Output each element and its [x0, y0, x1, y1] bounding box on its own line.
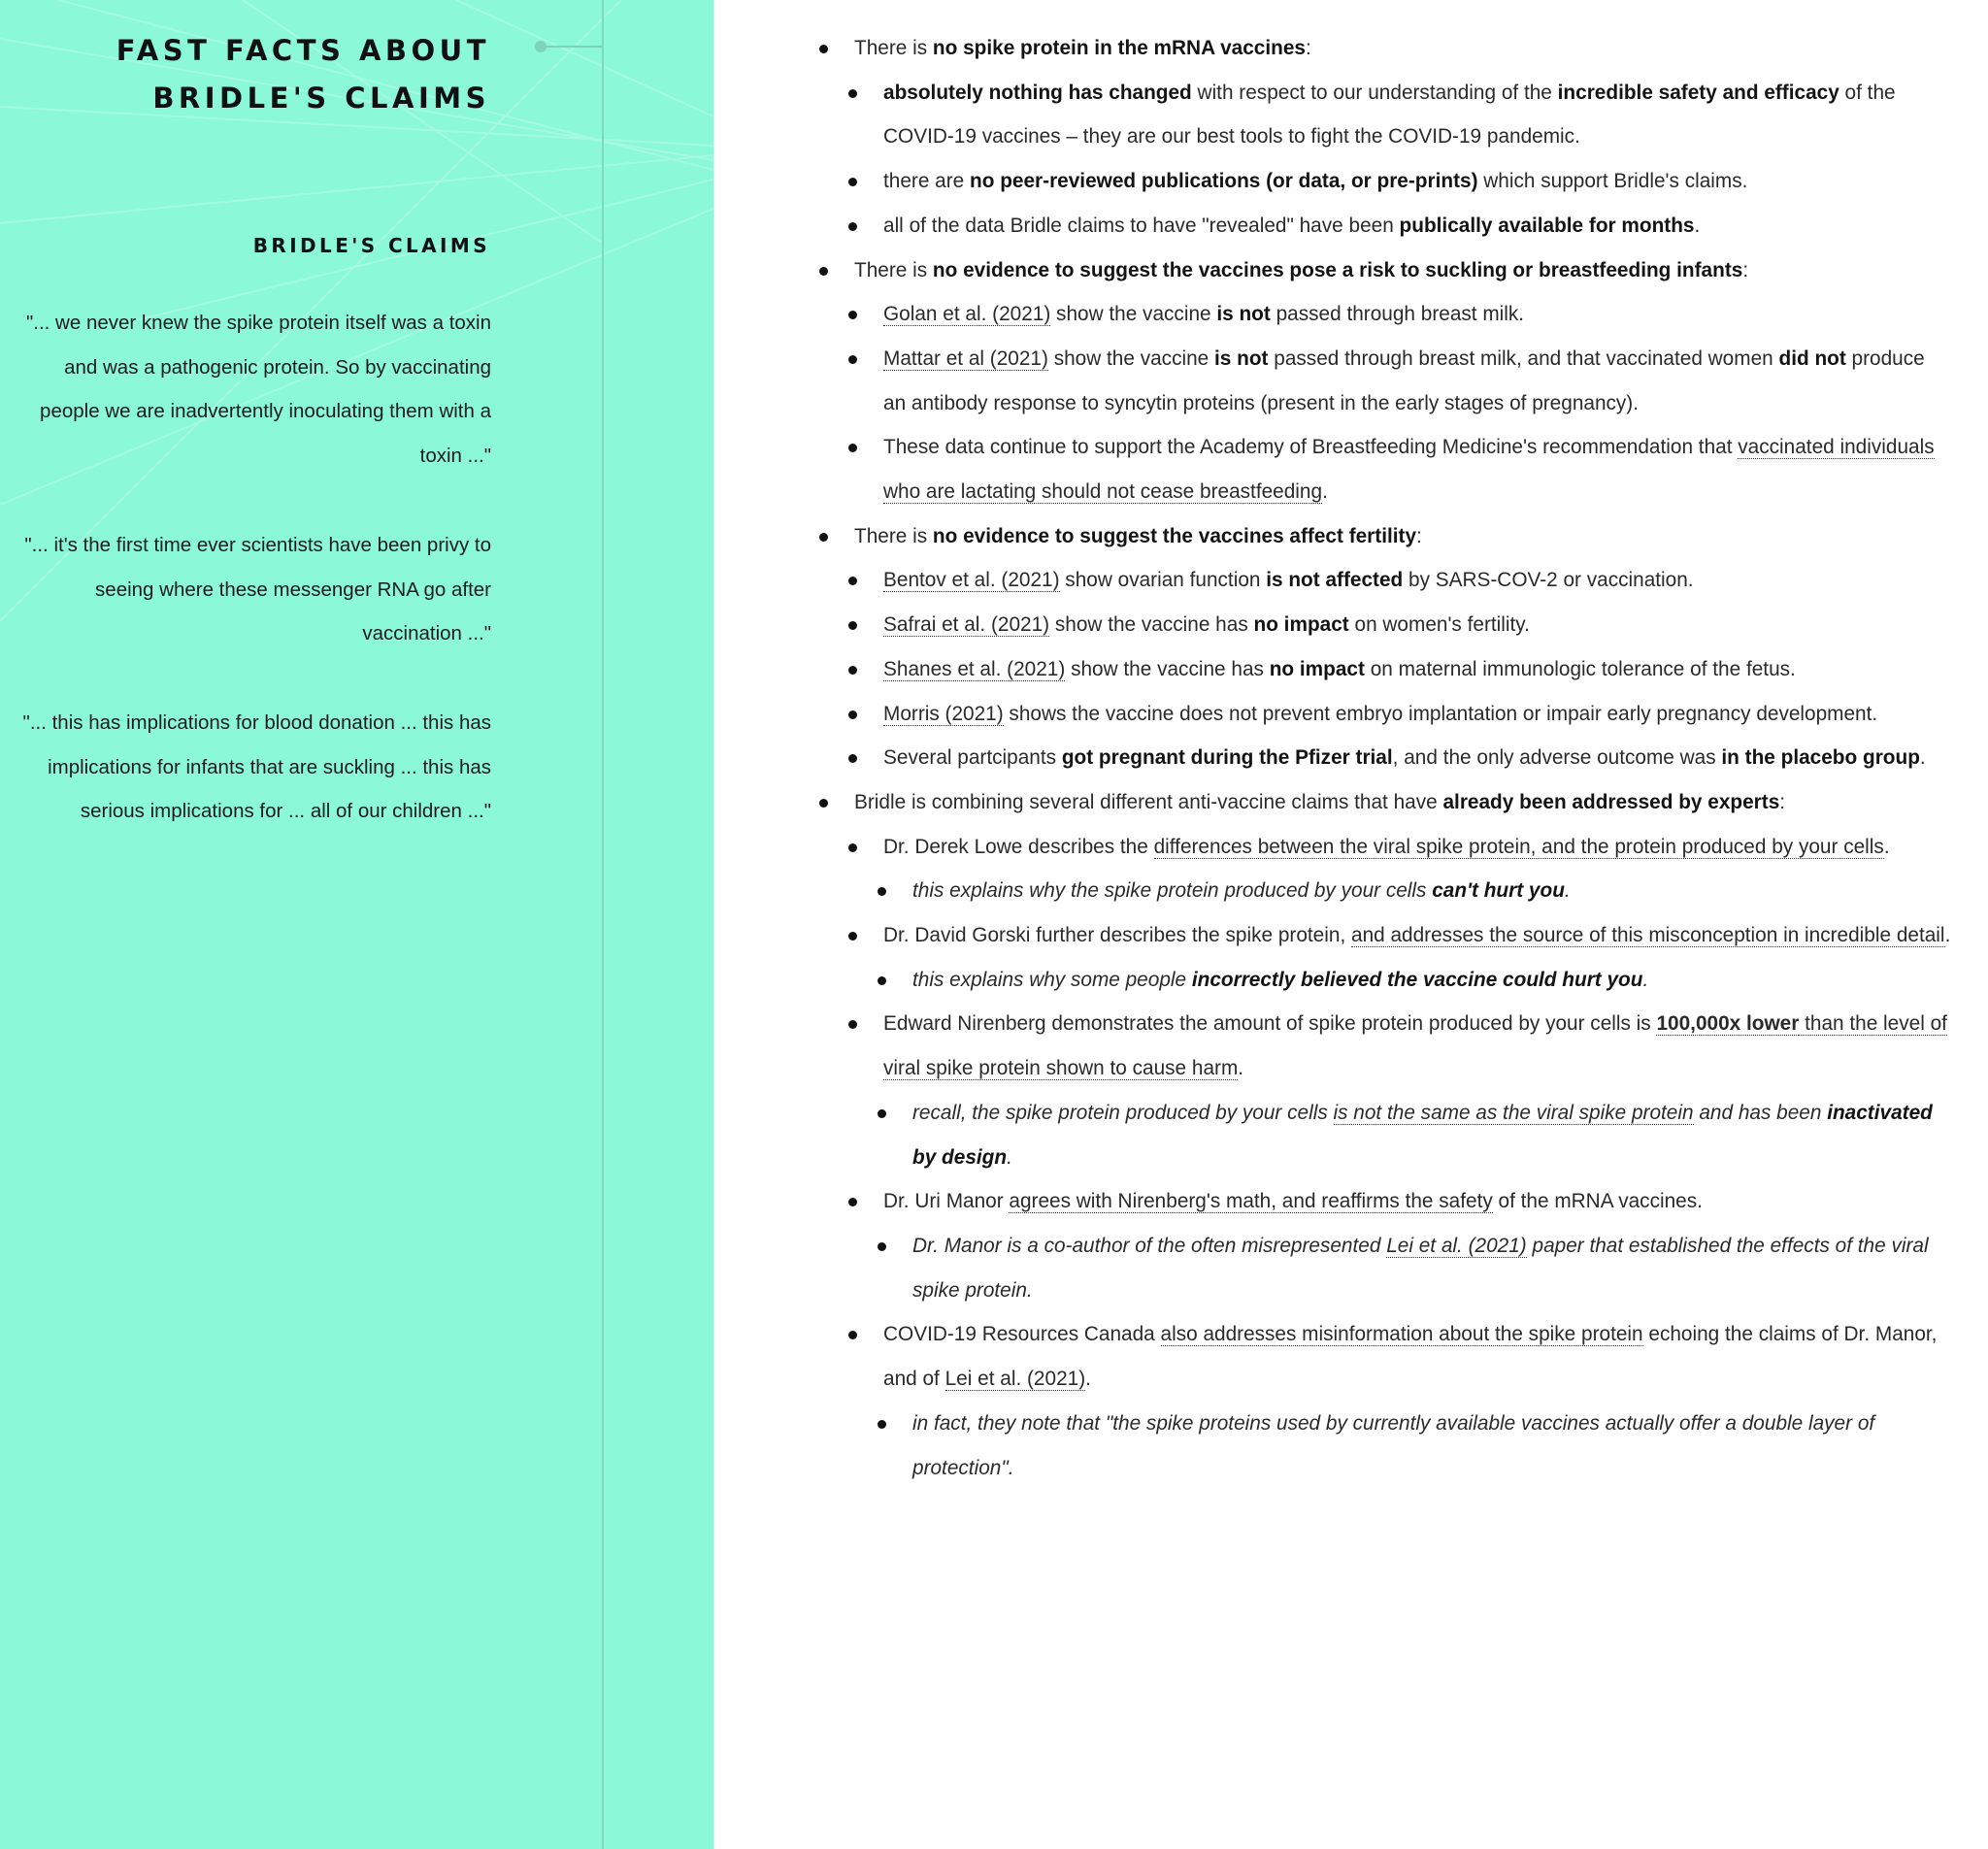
fact-text	[883, 1323, 1937, 1391]
plain-text: :	[1779, 790, 1786, 813]
reference-link[interactable]: differences between the viral spike protein, and the protein produced by your cells	[1153, 835, 1884, 858]
fact-text	[883, 303, 1524, 326]
plain-text: all of the data Bridle claims to have "revealed" have been	[883, 214, 1400, 237]
bullet-icon	[848, 178, 857, 186]
sidebar	[0, 0, 713, 1849]
bullet-icon	[819, 533, 828, 542]
bullet-icon	[848, 311, 857, 319]
plain-text: recall, the spike protein produced by your cells	[912, 1101, 1334, 1124]
fact-text	[883, 215, 1700, 237]
emphasis-text: publically available for months	[1399, 214, 1695, 237]
plain-text: .	[1883, 835, 1890, 858]
fact-text	[854, 791, 1785, 813]
bullet-icon	[848, 222, 857, 231]
emphasis-text: absolutely nothing has changed	[883, 81, 1192, 104]
reference-link[interactable]: Safrai et al. (2021)	[883, 613, 1050, 637]
fact-sub-item	[813, 869, 1951, 913]
page-title-line-2: BRIDLE'S CLAIMS	[152, 82, 490, 115]
fact-text	[883, 170, 1747, 192]
reference-link[interactable]: than the level of viral spike protein shown to cause harm	[883, 1012, 1947, 1080]
reference-link[interactable]: Golan et al. (2021)	[883, 303, 1051, 326]
reference-link[interactable]: Shanes et al. (2021)	[883, 657, 1066, 680]
bullet-icon	[819, 45, 828, 53]
emphasis-text: got pregnant during the Pfizer trial	[1061, 746, 1393, 770]
bullet-icon	[819, 267, 828, 276]
emphasis-text: is not affected	[1266, 569, 1404, 592]
plain-text: paper that established the effects of the viral spike protein.	[912, 1234, 1929, 1302]
bullet-icon	[819, 799, 828, 808]
reference-link[interactable]: Lei et al. (2021)	[944, 1368, 1086, 1391]
plain-text: Edward Nirenberg demonstrates the amount of spike protein produced by your cells is	[883, 1012, 1657, 1036]
plain-text: COVID-19 Resources Canada	[883, 1323, 1161, 1346]
bullet-icon	[848, 1331, 857, 1339]
plain-text: There is	[854, 524, 933, 547]
fact-text	[883, 1012, 1947, 1080]
reference-link[interactable]: Morris (2021)	[883, 702, 1004, 725]
fact-list-item	[813, 1312, 1951, 1401]
plain-text: passed through breast milk.	[1270, 303, 1525, 326]
plain-text: this explains why some people	[912, 968, 1192, 991]
plain-text: there are	[883, 170, 971, 193]
fact-text	[912, 1412, 1874, 1479]
emphasis-text: in the placebo group	[1721, 746, 1920, 770]
fact-list-item	[813, 825, 1951, 870]
plain-text: There is	[854, 258, 933, 281]
emphasis-text: no evidence to suggest the vaccines pose a risk to suckling or breastfeeding infants	[932, 258, 1743, 281]
fact-text	[883, 569, 1694, 592]
plain-text: :	[1305, 37, 1311, 59]
plain-text: .	[1919, 746, 1926, 770]
plain-text: by SARS-COV-2 or vaccination.	[1403, 569, 1694, 592]
bullet-icon	[878, 1242, 886, 1251]
fact-list-item	[813, 204, 1951, 248]
fact-text	[883, 746, 1926, 769]
bullet-icon	[848, 710, 857, 719]
plain-text: shows the vaccine does not prevent embryo implantation or impair early pregnancy development.	[1003, 702, 1878, 725]
section-subtitle: BRIDLE'S CLAIMS	[252, 234, 490, 257]
plain-text: .	[1694, 214, 1701, 237]
fact-text	[883, 658, 1796, 681]
plain-text: in fact, they note that "the spike proteins used by currently available vaccines actually offer a double layer of protection".	[912, 1411, 1875, 1479]
bullet-icon	[848, 1020, 857, 1029]
emphasis-text: inactivated by design	[912, 1101, 1933, 1169]
plain-text: .	[1944, 924, 1951, 947]
fact-text	[883, 924, 1950, 947]
fact-list-item	[813, 692, 1951, 737]
plain-text: Dr. David Gorski further describes the spike protein,	[883, 924, 1351, 947]
plain-text: , and the only adverse outcome was	[1392, 746, 1722, 770]
emphasis-text: incredible safety and efficacy	[1557, 81, 1839, 104]
fact-text	[854, 525, 1422, 547]
reference-link[interactable]: vaccinated individuals who are lactating should not cease breastfeeding	[883, 436, 1935, 504]
fact-sub-item	[813, 1091, 1951, 1179]
fact-heading-item	[813, 514, 1951, 559]
emphasis-text: can't hurt you	[1432, 879, 1565, 903]
emphasis-text: already been addressed by experts	[1442, 790, 1780, 813]
plain-text: show ovarian function	[1059, 569, 1267, 592]
fact-text	[883, 347, 1925, 414]
claim-quote: "... we never knew the spike protein itself was a toxin and was a pathogenic protein. So by vaccinating people we are inadvertently inoculating them with a toxin ..."	[25, 312, 491, 468]
plain-text: :	[1742, 258, 1749, 281]
reference-link[interactable]: Bentov et al. (2021)	[883, 569, 1060, 592]
sidebar-divider	[602, 0, 604, 1849]
plain-text: :	[1416, 524, 1422, 547]
fact-list-item	[813, 71, 1951, 159]
plain-text: of the COVID-19 vaccines – they are our best tools to fight the COVID-19 pandemic.	[883, 81, 1896, 149]
plain-text: which support Bridle's claims.	[1477, 170, 1748, 193]
fact-text	[883, 82, 1896, 149]
bullet-icon	[848, 577, 857, 585]
emphasis-text: no impact	[1269, 657, 1365, 680]
reference-link[interactable]: also addresses misinformation about the spike protein	[1160, 1323, 1643, 1346]
plain-text: There is	[854, 37, 933, 59]
main-content	[813, 26, 1951, 1490]
plain-text: on women's fertility.	[1348, 613, 1530, 637]
fact-section	[813, 26, 1951, 248]
fact-list-item	[813, 913, 1951, 958]
plain-text: .	[1564, 879, 1571, 903]
plain-text: Bridle is combining several different anti-vaccine claims that have	[854, 790, 1443, 813]
bullet-icon	[878, 1109, 886, 1118]
fact-section	[813, 248, 1951, 514]
plain-text: .	[1642, 968, 1649, 991]
plain-text: Several partcipants	[883, 746, 1062, 770]
fact-list-item	[813, 292, 1951, 337]
reference-link[interactable]: Lei et al. (2021)	[1386, 1234, 1527, 1257]
claim-quote: "... it's the first time ever scientists have been privy to seeing where these messenger RNA go after vaccination ..."	[24, 533, 491, 645]
plain-text: this explains why the spike protein produced by your cells	[912, 879, 1433, 903]
plain-text: with respect to our understanding of the	[1191, 81, 1558, 104]
plain-text: produce an antibody response to syncytin proteins (present in the early stages of pregnancy).	[883, 347, 1925, 414]
fact-list-item	[813, 603, 1951, 647]
quotes-list	[6, 301, 491, 878]
emphasis-text: is not	[1216, 303, 1271, 326]
reference-link[interactable]: Mattar et al (2021)	[883, 347, 1048, 370]
fact-heading-item	[813, 248, 1951, 293]
plain-text: .	[1238, 1057, 1244, 1080]
bullet-icon	[848, 754, 857, 763]
plain-text: These data continue to support the Academy of Breastfeeding Medicine's recommendation that	[883, 436, 1739, 459]
bullet-icon	[848, 666, 857, 675]
bullet-icon	[848, 89, 857, 98]
fact-section	[813, 780, 1951, 1490]
reference-link[interactable]: agrees with Nirenberg's math, and reaffirms the safety	[1009, 1190, 1493, 1213]
heading-dot	[535, 41, 547, 52]
fact-list-item	[813, 337, 1951, 425]
emphasis-text: no evidence to suggest the vaccines affect fertility	[932, 524, 1417, 547]
fact-sub-item	[813, 1224, 1951, 1312]
claim-quote: "... this has implications for blood donation ... this has implications for infants that are suckling ... this has serious implications for ... all of our children ..."	[22, 710, 491, 823]
fact-text	[883, 703, 1877, 726]
fact-text	[854, 37, 1311, 59]
emphasis-text: no impact	[1253, 613, 1349, 637]
fact-list-item	[813, 1179, 1951, 1224]
fact-heading-item	[813, 26, 1951, 71]
fact-sub-item	[813, 958, 1951, 1003]
plain-text: .	[1322, 480, 1328, 504]
page-title-line-1: FAST FACTS ABOUT	[116, 34, 490, 67]
page-title	[83, 27, 490, 122]
bullet-icon	[848, 621, 857, 630]
fact-text	[883, 436, 1935, 504]
fact-section	[813, 514, 1951, 780]
heading-connector	[547, 46, 603, 48]
reference-link[interactable]: 100,000x lower	[1656, 1012, 1800, 1036]
plain-text: Dr. Derek Lowe describes the	[883, 835, 1154, 858]
emphasis-text: did not	[1778, 347, 1846, 370]
bullet-icon	[878, 976, 886, 985]
bullet-icon	[848, 932, 857, 941]
fact-text	[912, 879, 1571, 902]
reference-link[interactable]: is not the same as the viral spike protein	[1333, 1101, 1694, 1124]
fact-list-item	[813, 736, 1951, 780]
fact-list-item	[813, 647, 1951, 692]
plain-text: and has been	[1693, 1101, 1828, 1124]
fact-text	[883, 836, 1890, 859]
plain-text: Dr. Uri Manor	[883, 1190, 1010, 1213]
fact-text	[912, 1102, 1933, 1169]
decorative-network-lines	[0, 0, 713, 1849]
bullet-icon	[878, 1420, 886, 1429]
fact-list-item	[813, 1002, 1951, 1090]
plain-text: show the vaccine	[1050, 303, 1217, 326]
fact-text	[883, 1190, 1703, 1213]
fact-text	[883, 613, 1530, 637]
fact-text	[912, 969, 1648, 991]
fact-list-item	[813, 159, 1951, 204]
plain-text: show the vaccine has	[1049, 613, 1254, 637]
emphasis-text: no spike protein in the mRNA vaccines	[932, 37, 1306, 59]
plain-text: of the mRNA vaccines.	[1492, 1190, 1703, 1213]
plain-text: show the vaccine has	[1065, 657, 1270, 680]
bullet-icon	[878, 887, 886, 896]
fact-sub-item	[813, 1402, 1951, 1490]
plain-text: .	[1007, 1145, 1012, 1169]
emphasis-text: incorrectly believed the vaccine could hurt you	[1191, 968, 1643, 991]
bullet-icon	[848, 355, 857, 364]
plain-text: show the vaccine	[1047, 347, 1215, 370]
fact-list-item	[813, 558, 1951, 603]
plain-text: passed through breast milk, and that vaccinated women	[1268, 347, 1779, 370]
bullet-icon	[848, 1198, 857, 1206]
fact-text	[912, 1235, 1929, 1302]
fact-list-item	[813, 425, 1951, 513]
plain-text: Dr. Manor is a co-author of the often misrepresented	[912, 1234, 1387, 1257]
bullet-icon	[848, 444, 857, 452]
plain-text: echoing the claims of Dr. Manor, and of	[883, 1323, 1938, 1391]
fact-heading-item	[813, 780, 1951, 825]
emphasis-text: no peer-reviewed publications (or data, or pre-prints)	[970, 170, 1478, 193]
bullet-icon	[848, 843, 857, 852]
plain-text: .	[1085, 1368, 1091, 1391]
plain-text: on maternal immunologic tolerance of the fetus.	[1364, 657, 1796, 680]
reference-link[interactable]: and addresses the source of this misconception in incredible detail	[1351, 924, 1945, 947]
emphasis-text: is not	[1214, 347, 1269, 370]
fact-text	[854, 259, 1748, 281]
